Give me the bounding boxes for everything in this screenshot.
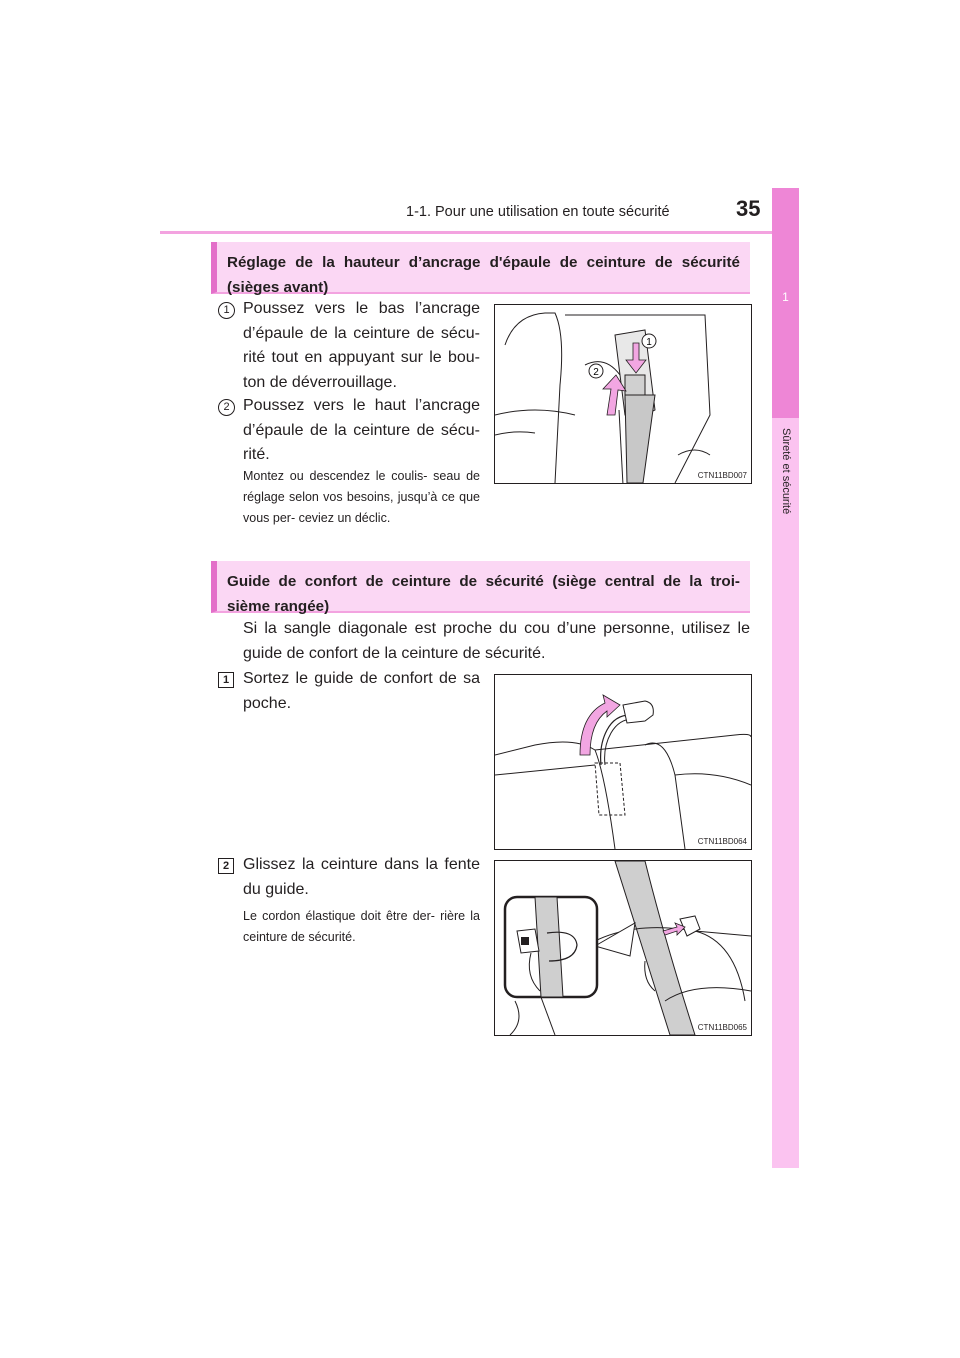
figure-callout-1: 1 <box>646 337 652 348</box>
step-text-1: Poussez vers le bas l’ancrage d’épaule de la ceinture de sécu- rité tout en appuyant sur le bou- ton de déverrouillage. <box>243 300 480 391</box>
guide-pocket-illustration <box>495 675 751 849</box>
chapter-title-text: Sûreté et sécurité <box>779 428 792 515</box>
step-marker-2: 2 <box>218 399 235 416</box>
chapter-number: 1 <box>782 290 789 304</box>
chapter-title <box>772 428 799 568</box>
step-box-1: 1 <box>218 672 234 688</box>
comfort-step-text-2: Glissez la ceinture dans la fente du guide. <box>243 856 480 898</box>
step-text-2: Poussez vers le haut l’ancrage d’épaule de la ceinture de sécu- rité. <box>243 397 480 463</box>
section2-intro: Si la sangle diagonale est proche du cou d’une personne, utilisez le guide de confort de la ceinture de sécurité. <box>243 620 750 662</box>
step-marker-1: 1 <box>218 302 235 319</box>
shoulder-anchor-illustration <box>495 305 751 483</box>
step-note: Montez ou descendez le coulis- seau de réglage selon vos besoins, jusqu’à ce que vous per- ceviez un déclic. <box>243 469 480 525</box>
figure-guide-pocket <box>494 674 752 850</box>
step-box-2: 2 <box>218 858 234 874</box>
section-heading-comfort-guide: Guide de confort de ceinture de sécurité (siège central de la troi- sième rangée) <box>211 561 750 613</box>
section-heading-shoulder-anchor: Réglage de la hauteur d’ancrage d'épaule de ceinture de sécurité (sièges avant) <box>211 242 750 294</box>
figure-code-3: CTN11BD065 <box>697 1023 747 1032</box>
belt-slot-illustration <box>495 861 751 1035</box>
figure-code-2: CTN11BD064 <box>697 837 747 846</box>
header-rule <box>160 231 798 234</box>
figure-belt-slot <box>494 860 752 1036</box>
page-number: 35 <box>736 196 761 221</box>
comfort-step-note: Le cordon élastique doit être der- rière la ceinture de sécurité. <box>243 909 480 944</box>
figure-shoulder-anchor <box>494 304 752 484</box>
header-title: 1-1. Pour une utilisation en toute sécurité <box>406 204 670 220</box>
figure-code-1: CTN11BD007 <box>697 471 747 480</box>
figure-callout-2: 2 <box>593 367 599 378</box>
comfort-step-text-1: Sortez le guide de confort de sa poche. <box>243 670 480 712</box>
